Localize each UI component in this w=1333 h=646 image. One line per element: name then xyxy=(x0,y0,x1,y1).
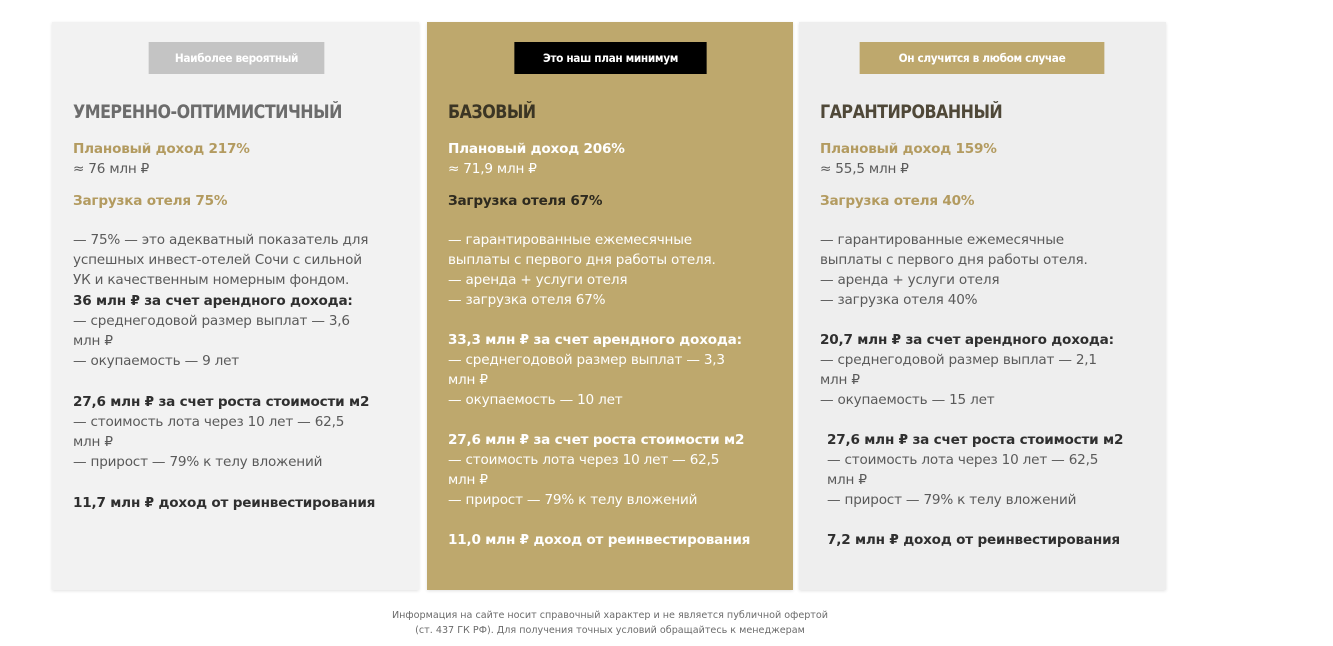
desc-line: — гарантированные ежемесячные xyxy=(448,232,692,248)
rent-income-title: 36 млн ₽ за счет арендного дохода: xyxy=(73,293,353,309)
card-body xyxy=(73,139,403,513)
desc-line: — аренда + услуги отеля xyxy=(820,272,1000,288)
desc-line: успешных инвест-отелей Сочи с сильной xyxy=(73,252,362,268)
reinvest-income: 7,2 млн ₽ доход от реинвестирования xyxy=(827,532,1120,548)
growth-line: — прирост — 79% к телу вложений xyxy=(73,454,323,470)
growth-line: млн ₽ xyxy=(448,472,488,488)
card-body xyxy=(448,139,778,550)
scenario-card-moderate-optimistic xyxy=(52,22,419,590)
growth-line: — стоимость лота через 10 лет — 62,5 xyxy=(827,452,1099,468)
desc-line: выплаты с первого дня работы отеля. xyxy=(448,252,716,268)
desc-line: — аренда + услуги отеля xyxy=(448,272,628,288)
growth-income-title: 27,6 млн ₽ за счет роста стоимости м2 xyxy=(73,394,370,410)
card-title: УМЕРЕННО-ОПТИМИСТИЧНЫЙ xyxy=(73,102,342,123)
growth-income-title: 27,6 млн ₽ за счет роста стоимости м2 xyxy=(448,432,745,448)
growth-line: — стоимость лота через 10 лет — 62,5 xyxy=(448,452,720,468)
desc-line: — загрузка отеля 40% xyxy=(820,292,978,308)
planned-income-label: Плановый доход 159% xyxy=(820,141,997,157)
planned-income-label: Плановый доход 217% xyxy=(73,141,250,157)
footnote-line: Информация на сайте носит справочный характер и не является публичной офертой xyxy=(391,610,829,621)
growth-line: млн ₽ xyxy=(827,472,867,488)
rent-line: — среднегодовой размер выплат — 2,1 xyxy=(820,352,1097,368)
rent-line: млн ₽ xyxy=(820,372,860,388)
card-body xyxy=(820,139,1150,550)
desc-line: — гарантированные ежемесячные xyxy=(820,232,1064,248)
legal-footnote xyxy=(310,608,910,638)
scenario-card-base xyxy=(427,22,793,590)
card-title: БАЗОВЫЙ xyxy=(448,102,536,123)
reinvest-income: 11,7 млн ₽ доход от реинвестирования xyxy=(73,495,376,511)
badge-minimum-plan[interactable]: Это наш план минимум xyxy=(514,42,706,74)
rent-line: — окупаемость — 10 лет xyxy=(448,392,623,408)
reinvest-income: 11,0 млн ₽ доход от реинвестирования xyxy=(448,532,751,548)
rent-line: — среднегодовой размер выплат — 3,3 xyxy=(448,352,725,368)
card-title: ГАРАНТИРОВАННЫЙ xyxy=(820,102,1003,123)
planned-income-label: Плановый доход 206% xyxy=(448,141,625,157)
badge-happens-anyway[interactable]: Он случится в любом случае xyxy=(860,42,1105,74)
hotel-load-label: Загрузка отеля 67% xyxy=(448,193,603,209)
scenario-card-guaranteed xyxy=(799,22,1166,590)
desc-line: — загрузка отеля 67% xyxy=(448,292,606,308)
badge-most-likely[interactable]: Наиболее вероятный xyxy=(149,42,325,74)
planned-income-value: ≈ 71,9 млн ₽ xyxy=(448,161,537,177)
desc-line: — 75% — это адекватный показатель для xyxy=(73,232,369,248)
growth-income-title: 27,6 млн ₽ за счет роста стоимости м2 xyxy=(827,432,1124,448)
hotel-load-label: Загрузка отеля 40% xyxy=(820,193,975,209)
desc-line: выплаты с первого дня работы отеля. xyxy=(820,252,1088,268)
growth-line: млн ₽ xyxy=(73,434,113,450)
rent-line: — окупаемость — 9 лет xyxy=(73,353,240,369)
desc-line: УК и качественным номерным фондом. xyxy=(73,272,350,288)
rent-income-title: 20,7 млн ₽ за счет арендного дохода: xyxy=(820,332,1114,348)
rent-income-title: 33,3 млн ₽ за счет арендного дохода: xyxy=(448,332,742,348)
rent-line: млн ₽ xyxy=(73,333,113,349)
rent-line: млн ₽ xyxy=(448,372,488,388)
footnote-line: (ст. 437 ГК РФ). Для получения точных условий обращайтесь к менеджерам xyxy=(415,625,805,636)
planned-income-value: ≈ 76 млн ₽ xyxy=(73,161,150,177)
growth-line: — стоимость лота через 10 лет — 62,5 xyxy=(73,414,345,430)
hotel-load-label: Загрузка отеля 75% xyxy=(73,193,228,209)
rent-line: — окупаемость — 15 лет xyxy=(820,392,995,408)
planned-income-value: ≈ 55,5 млн ₽ xyxy=(820,161,909,177)
growth-line: — прирост — 79% к телу вложений xyxy=(448,492,698,508)
rent-line: — среднегодовой размер выплат — 3,6 xyxy=(73,313,350,329)
growth-line: — прирост — 79% к телу вложений xyxy=(827,492,1077,508)
